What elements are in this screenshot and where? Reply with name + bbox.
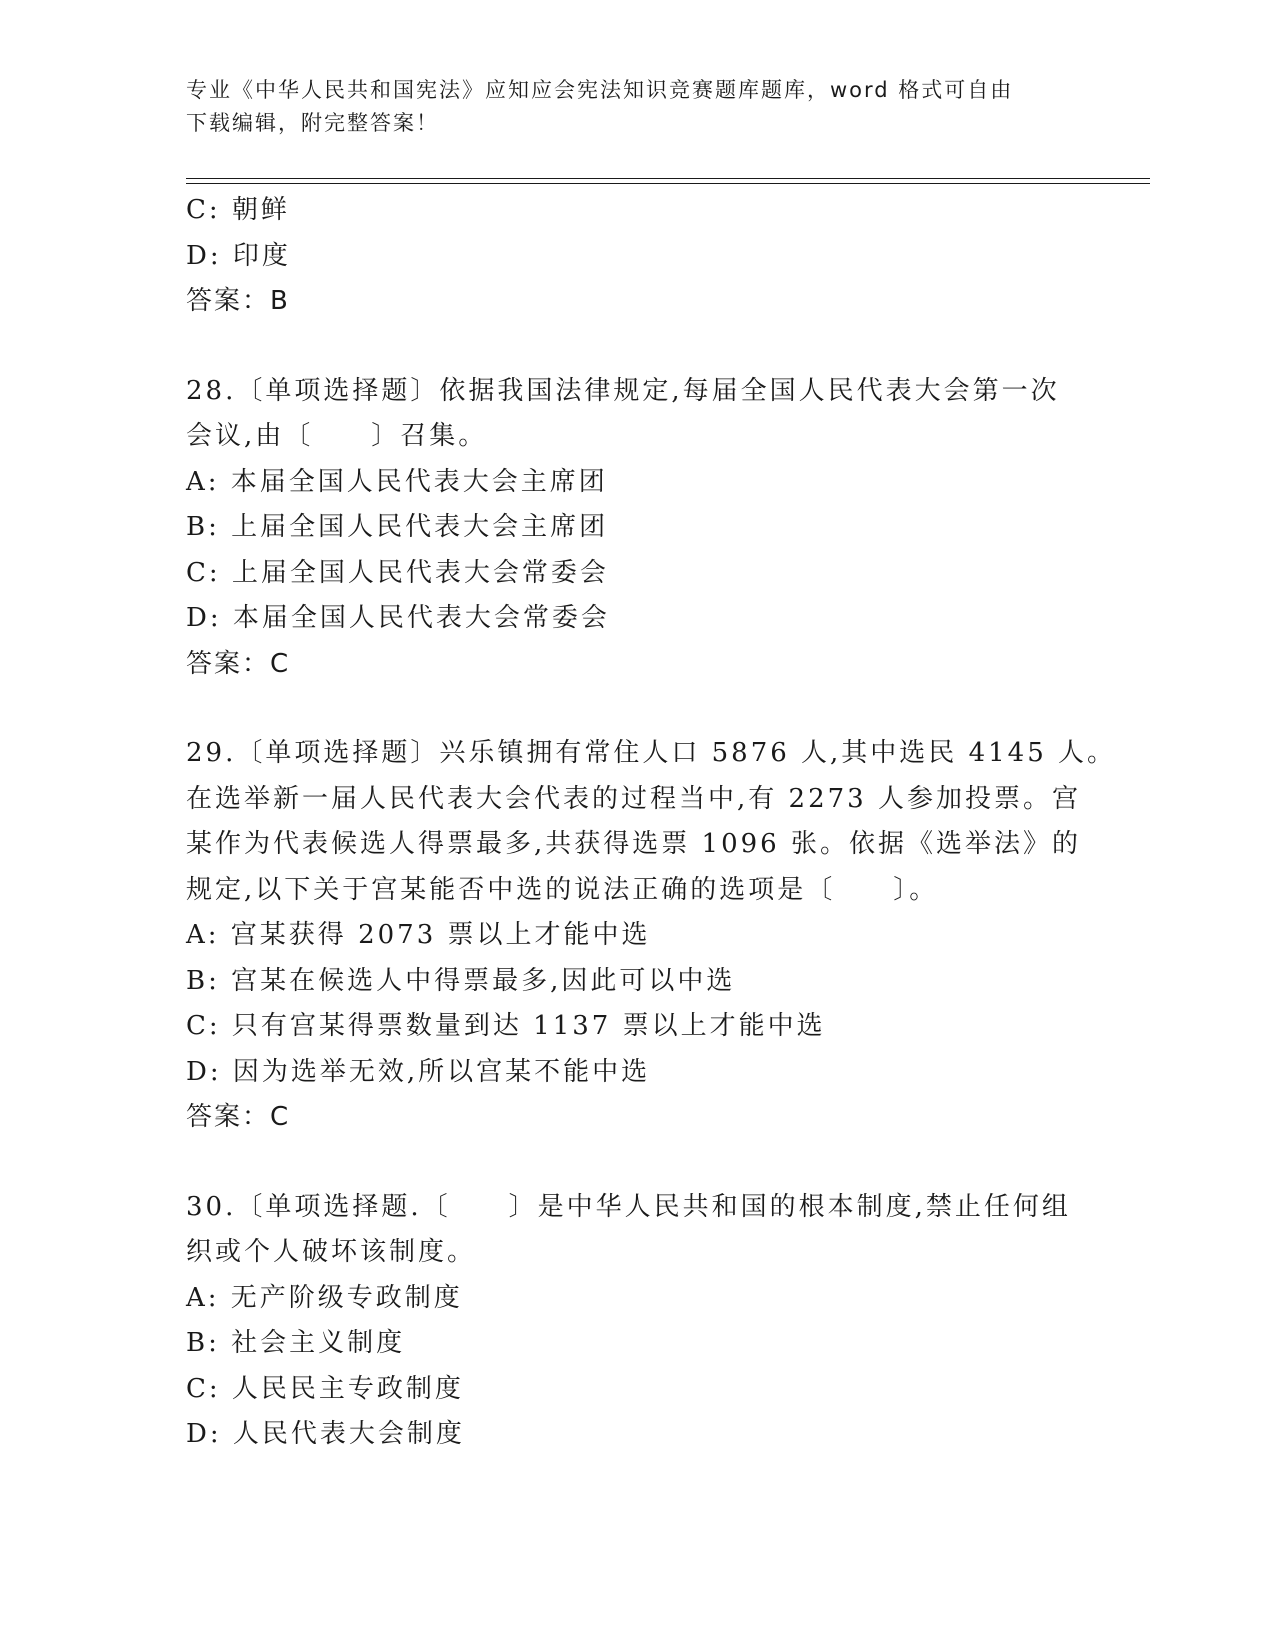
question-stem: 会议,由〔 〕召集。 <box>186 421 488 451</box>
question-28 <box>186 369 1086 688</box>
option-d: D: 人民代表大会制度 <box>186 1419 465 1449</box>
question-stem: 30.〔单项选择题.〔 〕是中华人民共和国的根本制度,禁止任何组 <box>186 1191 1071 1222</box>
header-line-1: 专业《中华人民共和国宪法》应知应会宪法知识竞赛题库题库，word 格式可自由 <box>186 78 1014 102</box>
option-b: B: 宫某在候选人中得票最多,因此可以中选 <box>186 965 736 996</box>
option-c: C: 朝鲜 <box>186 195 290 225</box>
header-rule-bottom <box>186 183 1150 184</box>
spacer <box>186 687 1086 731</box>
header-rule-top <box>186 178 1150 179</box>
question-stem: 某作为代表候选人得票最多,共获得选票 1096 张。依据《选举法》的 <box>186 829 1081 859</box>
option-c: C: 上届全国人民代表大会常委会 <box>186 557 609 588</box>
option-c: C: 人民民主专政制度 <box>186 1373 464 1404</box>
question-stem: 28.〔单项选择题〕依据我国法律规定,每届全国人民代表大会第一次 <box>186 375 1060 406</box>
option-b: B: 上届全国人民代表大会主席团 <box>186 512 609 542</box>
question-stem: 规定,以下关于宫某能否中选的说法正确的选项是〔 〕。 <box>186 874 939 905</box>
answer: 答案：C <box>186 648 291 679</box>
question-30 <box>186 1185 1086 1458</box>
option-c: C: 只有宫某得票数量到达 1137 票以上才能中选 <box>186 1011 826 1041</box>
question-stem: 织或个人破坏该制度。 <box>186 1237 477 1267</box>
option-b: B: 社会主义制度 <box>186 1328 406 1358</box>
answer: 答案：C <box>186 1102 291 1132</box>
option-d: D: 印度 <box>186 240 291 271</box>
option-d: D: 本届全国人民代表大会常委会 <box>186 603 610 633</box>
option-a: A: 本届全国人民代表大会主席团 <box>186 466 608 497</box>
question-list <box>186 188 1117 1458</box>
page-header <box>186 74 1066 140</box>
option-a: A: 无产阶级专政制度 <box>186 1282 463 1313</box>
spacer <box>186 325 1086 369</box>
option-d: D: 因为选举无效,所以宫某不能中选 <box>186 1056 651 1087</box>
answer: 答案：B <box>186 286 290 316</box>
question-stem: 29.〔单项选择题〕兴乐镇拥有常住人口 5876 人,其中选民 4145 人。 <box>186 738 1117 768</box>
question-27-tail <box>186 188 1086 325</box>
option-a: A: 宫某获得 2073 票以上才能中选 <box>186 920 651 950</box>
question-stem: 在选举新一届人民代表大会代表的过程当中,有 2273 人参加投票。宫 <box>186 783 1081 814</box>
header-line-2: 下载编辑，附完整答案！ <box>186 111 439 135</box>
spacer <box>186 1141 1086 1185</box>
question-29 <box>186 731 1117 1141</box>
